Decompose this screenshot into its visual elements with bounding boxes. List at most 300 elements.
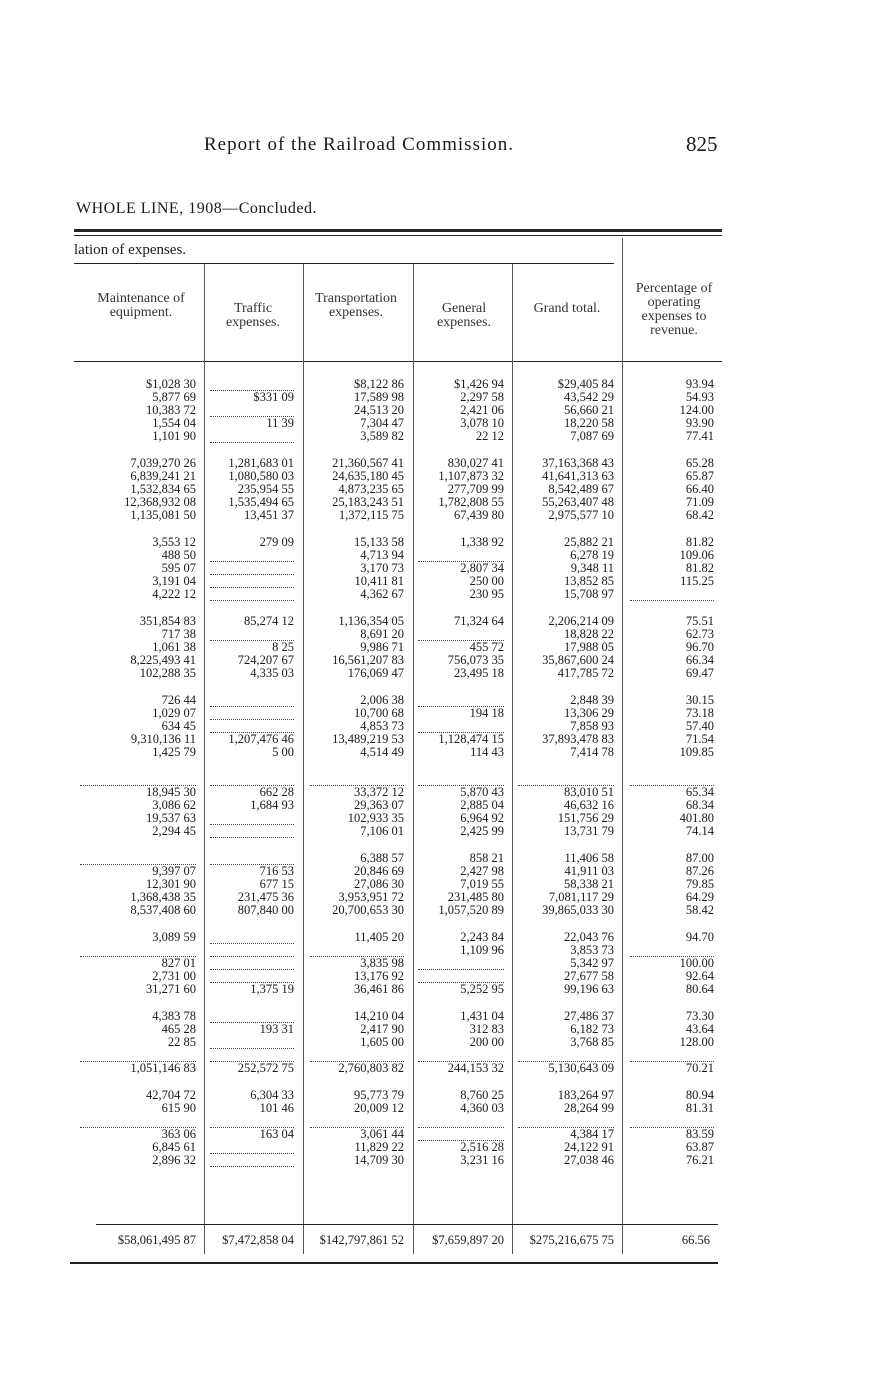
group-spacer <box>310 917 404 931</box>
table-cell: 1,107,873 32 <box>438 469 504 483</box>
table-cell: 71.54 <box>685 732 714 746</box>
table-cell: 8,537,408 60 <box>130 903 196 917</box>
section-title: lation of expenses. <box>74 242 187 258</box>
total-percentage: 66.56 <box>681 1233 710 1247</box>
table-cell: 183,264 97 <box>557 1088 614 1102</box>
table-cell: 1,281,683 01 <box>228 456 294 470</box>
table-cell: 95,773 79 <box>354 1088 404 1102</box>
table-cell: 1,128,474 15 <box>438 732 504 746</box>
table-cell: 244,153 32 <box>447 1061 504 1075</box>
table-cell: 8,225,493 41 <box>130 653 196 667</box>
table-cell: 662 28 <box>259 785 294 799</box>
table-cell: 2,516 28 <box>460 1140 504 1154</box>
table-cell: 717 38 <box>161 627 196 641</box>
table-cell: 2,294 45 <box>152 824 196 838</box>
table-cell: 488 50 <box>161 548 196 562</box>
table-cell: 3,589 82 <box>360 429 404 443</box>
table-cell: 1,057,520 89 <box>438 903 504 917</box>
table-cell: 6,839,241 21 <box>130 469 196 483</box>
table-cell: 5,877 69 <box>152 390 196 404</box>
table-cell: 3,089 59 <box>152 930 196 944</box>
table-cell: 39,865,033 30 <box>542 903 614 917</box>
leader-dots <box>210 825 294 838</box>
table-cell: 13,306 29 <box>564 706 614 720</box>
table-cell: 11,405 20 <box>354 930 404 944</box>
table-cell: 17,589 98 <box>354 390 404 404</box>
table-cell: 1,207,476 46 <box>228 732 294 746</box>
vline-3 <box>413 264 414 1254</box>
table-cell: 1,782,808 55 <box>438 495 504 509</box>
table-cell: 12,301 90 <box>146 877 196 891</box>
group-spacer <box>630 601 714 615</box>
group-spacer <box>518 1075 614 1089</box>
table-cell: 15,133 58 <box>354 535 404 549</box>
table-cell: 67,439 80 <box>454 508 504 522</box>
table-cell: 6,278 19 <box>570 548 614 562</box>
table-cell: 27,677 58 <box>564 969 614 983</box>
table-cell: 37,893,478 83 <box>542 732 614 746</box>
group-spacer <box>210 1075 294 1089</box>
table-cell: 9,310,136 11 <box>130 732 196 746</box>
table-cell: 75.51 <box>685 614 714 628</box>
table-cell: 27,086 30 <box>354 877 404 891</box>
group-spacer <box>630 759 714 773</box>
group-spacer <box>518 838 614 852</box>
table-cell: 74.14 <box>685 824 714 838</box>
table-cell: 2,421 06 <box>460 403 504 417</box>
table-cell: 102,933 35 <box>347 811 404 825</box>
table-cell: 55,263,407 48 <box>542 495 614 509</box>
running-title: Report of the Railroad Commission. <box>204 134 515 155</box>
table-cell: 41,641,313 63 <box>542 469 614 483</box>
bottom-rule <box>70 1262 718 1264</box>
table-cell: 18,220 58 <box>564 416 614 430</box>
vline-5 <box>622 238 623 1254</box>
table-cell: 6,304 33 <box>250 1088 294 1102</box>
table-cell: 62.73 <box>685 627 714 641</box>
table-cell: 1,136,354 05 <box>338 614 404 628</box>
group-spacer <box>210 838 294 852</box>
table-cell: 726 44 <box>161 693 196 707</box>
table-cell: 3,078 10 <box>460 416 504 430</box>
table-cell: 1,029 07 <box>152 706 196 720</box>
table-cell: 13,176 92 <box>354 969 404 983</box>
group-spacer <box>210 917 294 931</box>
table-cell: 4,853 73 <box>360 719 404 733</box>
leader-dots <box>210 1154 294 1167</box>
group-spacer <box>630 680 714 694</box>
group-spacer <box>210 601 294 615</box>
table-cell: 250 00 <box>469 574 504 588</box>
group-spacer <box>630 443 714 457</box>
table-cell: 99,196 63 <box>564 982 614 996</box>
table-cell: 634 45 <box>161 719 196 733</box>
table-cell: 115.25 <box>680 574 714 588</box>
table-cell: 58,338 21 <box>564 877 614 891</box>
table-cell: 235,954 55 <box>237 482 294 496</box>
group-spacer <box>80 601 196 615</box>
table-cell: 8,760 25 <box>460 1088 504 1102</box>
table-cell: 124.00 <box>679 403 714 417</box>
table-cell: 163 04 <box>259 1127 294 1141</box>
table-cell: 10,700 68 <box>354 706 404 720</box>
table-cell: 2,425 99 <box>460 824 504 838</box>
group-spacer <box>80 759 196 773</box>
table-cell: 22,043 76 <box>564 930 614 944</box>
table-cell: 81.31 <box>685 1101 714 1115</box>
leader-dots <box>210 1036 294 1049</box>
table-cell: 3,853 73 <box>570 943 614 957</box>
table-cell: 5,252 95 <box>460 982 504 996</box>
table-cell: 6,964 92 <box>460 811 504 825</box>
table-cell: 807,840 00 <box>237 903 294 917</box>
group-spacer <box>418 759 504 773</box>
table-cell: 194 18 <box>469 706 504 720</box>
table-cell: 2,417 90 <box>360 1022 404 1036</box>
table-cell: 37,163,368 43 <box>542 456 614 470</box>
group-spacer <box>418 1075 504 1089</box>
column-maintenance <box>80 378 196 1167</box>
group-spacer <box>310 838 404 852</box>
table-cell: 3,231 16 <box>460 1153 504 1167</box>
table-cell: 11,406 58 <box>564 851 614 865</box>
table-cell: 351,854 83 <box>139 614 196 628</box>
table-cell: 43,542 29 <box>564 390 614 404</box>
table-cell: 176,069 47 <box>347 666 404 680</box>
table-cell: 7,087 69 <box>570 429 614 443</box>
table-cell: 7,304 47 <box>360 416 404 430</box>
group-spacer <box>310 601 404 615</box>
leader-dots <box>210 812 294 825</box>
table-cell: 96.70 <box>685 640 714 654</box>
leader-dots <box>210 1141 294 1154</box>
table-cell: 33,372 12 <box>354 785 404 799</box>
header-rule <box>74 361 722 362</box>
table-cell: 858 21 <box>469 851 504 865</box>
table-cell: 2,006 38 <box>360 693 404 707</box>
total-grand-total: $275,216,675 75 <box>529 1233 614 1247</box>
table-cell: 3,768 85 <box>570 1035 614 1049</box>
table-cell: 73.30 <box>685 1009 714 1023</box>
table-cell: 14,709 30 <box>354 1153 404 1167</box>
table-cell: 83.59 <box>685 1127 714 1141</box>
table-cell: 2,848 39 <box>570 693 614 707</box>
group-spacer <box>518 917 614 931</box>
group-spacer <box>80 996 196 1010</box>
leader-dots <box>210 562 294 575</box>
column-grand-total <box>518 378 614 1167</box>
table-cell: 77.41 <box>685 429 714 443</box>
col-header-percentage: Percentage of operating expenses to revenue. <box>635 281 713 338</box>
table-cell: 80.94 <box>685 1088 714 1102</box>
table-cell: 54.93 <box>685 390 714 404</box>
table-cell: 312 83 <box>469 1022 504 1036</box>
group-spacer <box>418 838 504 852</box>
table-cell: 151,756 29 <box>557 811 614 825</box>
table-subtitle: WHOLE LINE, 1908—Concluded. <box>76 200 318 217</box>
table-cell: 65.28 <box>685 456 714 470</box>
column-percentage <box>630 378 714 1167</box>
table-cell: 4,360 03 <box>460 1101 504 1115</box>
table-cell: 46,632 16 <box>564 798 614 812</box>
table-cell: 252,572 75 <box>237 1061 294 1075</box>
group-spacer <box>80 917 196 931</box>
group-spacer <box>310 443 404 457</box>
table-cell: 13,451 37 <box>244 508 294 522</box>
section-rule <box>74 263 614 264</box>
group-spacer <box>310 680 404 694</box>
leader-dots <box>210 707 294 720</box>
table-cell: 18,945 30 <box>146 785 196 799</box>
table-cell: 4,222 12 <box>152 587 196 601</box>
group-spacer <box>210 443 294 457</box>
table-cell: 65.34 <box>685 785 714 799</box>
table-cell: 1,605 00 <box>360 1035 404 1049</box>
table-cell: 19,537 63 <box>146 811 196 825</box>
table-cell: $331 09 <box>253 390 294 404</box>
group-spacer <box>518 759 614 773</box>
table-cell: 7,039,270 26 <box>130 456 196 470</box>
table-cell: 615 90 <box>161 1101 196 1115</box>
col-header-general: General expenses. <box>436 301 492 330</box>
table-cell: 14,210 04 <box>354 1009 404 1023</box>
table-cell: 24,635,180 45 <box>332 469 404 483</box>
table-cell: $8,122 86 <box>354 377 404 391</box>
group-spacer <box>518 601 614 615</box>
vline-4 <box>512 264 513 1254</box>
table-cell: 1,554 04 <box>152 416 196 430</box>
table-cell: 92.64 <box>685 969 714 983</box>
table-cell: 81.82 <box>685 535 714 549</box>
table-cell: 2,896 32 <box>152 1153 196 1167</box>
table-cell: 11,829 22 <box>354 1140 404 1154</box>
table-cell: 2,243 84 <box>460 930 504 944</box>
table-cell: 2,427 98 <box>460 864 504 878</box>
group-spacer <box>210 680 294 694</box>
table-cell: 17,988 05 <box>564 640 614 654</box>
table-cell: 677 15 <box>259 877 294 891</box>
table-cell: 23,495 18 <box>454 666 504 680</box>
table-cell: 7,081,117 29 <box>548 890 614 904</box>
table-cell: 1,061 38 <box>152 640 196 654</box>
table-cell: 231,485 80 <box>447 890 504 904</box>
leader-dots <box>418 1115 504 1128</box>
table-cell: 87.00 <box>685 851 714 865</box>
table-cell: 1,101 90 <box>152 429 196 443</box>
table-cell: 455 72 <box>469 640 504 654</box>
col-header-grand-total: Grand total. <box>533 301 601 316</box>
table-cell: 6,388 57 <box>360 851 404 865</box>
total-general: $7,659,897 20 <box>432 1233 504 1247</box>
table-cell: 80.64 <box>685 982 714 996</box>
table-cell: 68.34 <box>685 798 714 812</box>
vline-2 <box>303 264 304 1254</box>
table-cell: 830,027 41 <box>447 456 504 470</box>
table-cell: 1,425 79 <box>152 745 196 759</box>
table-cell: 93.94 <box>685 377 714 391</box>
table-cell: 83,010 51 <box>564 785 614 799</box>
group-spacer <box>80 1075 196 1089</box>
group-spacer <box>418 996 504 1010</box>
table-cell: 2,731 00 <box>152 969 196 983</box>
table-cell: 27,486 37 <box>564 1009 614 1023</box>
table-cell: 1,109 96 <box>460 943 504 957</box>
table-cell: 102,288 35 <box>139 666 196 680</box>
table-cell: 87.26 <box>685 864 714 878</box>
table-cell: 1,338 92 <box>460 535 504 549</box>
leader-dots <box>418 957 504 970</box>
group-spacer <box>630 522 714 536</box>
group-spacer <box>418 522 504 536</box>
table-cell: 22 12 <box>475 429 504 443</box>
table-cell: 18,828 22 <box>564 627 614 641</box>
table-cell: 27,038 46 <box>564 1153 614 1167</box>
table-cell: 8,542,489 67 <box>548 482 614 496</box>
table-cell: 9,397 07 <box>152 864 196 878</box>
column-traffic <box>210 378 294 1167</box>
table-cell: 4,514 49 <box>360 745 404 759</box>
table-cell: 24,513 20 <box>354 403 404 417</box>
table-cell: 5,870 43 <box>460 785 504 799</box>
group-spacer <box>310 1075 404 1089</box>
table-cell: 3,061 44 <box>360 1127 404 1141</box>
top-rule-thin <box>74 235 722 236</box>
group-spacer <box>518 522 614 536</box>
table-cell: 2,807 34 <box>460 561 504 575</box>
table-cell: 595 07 <box>161 561 196 575</box>
table-cell: 2,975,577 10 <box>548 508 614 522</box>
group-spacer <box>80 443 196 457</box>
table-cell: 64.29 <box>685 890 714 904</box>
table-cell: 15,708 97 <box>564 587 614 601</box>
table-cell: 230 95 <box>469 587 504 601</box>
table-cell: 35,867,600 24 <box>542 653 614 667</box>
table-cell: 1,684 93 <box>250 798 294 812</box>
table-cell: 4,713 94 <box>360 548 404 562</box>
table-cell: 42,704 72 <box>146 1088 196 1102</box>
table-cell: 22 85 <box>167 1035 196 1049</box>
column-general <box>418 378 504 1167</box>
col-header-maintenance: Maintenance of equipment. <box>97 291 185 320</box>
table-cell: 4,362 67 <box>360 587 404 601</box>
table-cell: 465 28 <box>161 1022 196 1036</box>
table-cell: 71,324 64 <box>454 614 504 628</box>
table-cell: 1,080,580 03 <box>228 469 294 483</box>
table-cell: 68.42 <box>685 508 714 522</box>
leader-dots <box>210 957 294 970</box>
table-cell: 56,660 21 <box>564 403 614 417</box>
table-cell: 25,882 21 <box>564 535 614 549</box>
leader-dots <box>210 944 294 957</box>
group-spacer <box>310 522 404 536</box>
table-cell: 20,009 12 <box>354 1101 404 1115</box>
table-cell: 94.70 <box>685 930 714 944</box>
table-cell: 79.85 <box>685 877 714 891</box>
table-cell: 4,384 17 <box>570 1127 614 1141</box>
table-cell: 1,135,081 50 <box>130 508 196 522</box>
table-cell: 1,368,438 35 <box>130 890 196 904</box>
total-traffic: $7,472,858 04 <box>222 1233 294 1247</box>
table-cell: 85,274 12 <box>244 614 294 628</box>
group-spacer <box>518 443 614 457</box>
table-cell: 69.47 <box>685 666 714 680</box>
table-cell: 2,760,803 82 <box>338 1061 404 1075</box>
table-cell: 41,911 03 <box>564 864 614 878</box>
table-cell: 3,086 62 <box>152 798 196 812</box>
group-spacer <box>210 996 294 1010</box>
table-cell: 109.85 <box>679 745 714 759</box>
table-cell: 1,431 04 <box>460 1009 504 1023</box>
table-cell: 9,348 11 <box>570 561 614 575</box>
group-spacer <box>310 759 404 773</box>
table-cell: 11 39 <box>266 416 294 430</box>
total-transportation: $142,797,861 52 <box>319 1233 404 1247</box>
top-rule-thick <box>74 229 722 232</box>
table-cell: 7,414 78 <box>570 745 614 759</box>
table-cell: 7,106 01 <box>360 824 404 838</box>
table-cell: 20,846 69 <box>354 864 404 878</box>
table-cell: 724,207 67 <box>237 653 294 667</box>
totals-rule <box>96 1224 718 1225</box>
table-cell: 4,335 03 <box>250 666 294 680</box>
group-spacer <box>418 680 504 694</box>
table-cell: 8 25 <box>272 640 294 654</box>
table-cell: 73.18 <box>685 706 714 720</box>
table-cell: $1,028 30 <box>146 377 196 391</box>
table-cell: 6,182 73 <box>570 1022 614 1036</box>
table-cell: 3,835 98 <box>360 956 404 970</box>
table-cell: 363 06 <box>161 1127 196 1141</box>
table-cell: 70.21 <box>685 1061 714 1075</box>
table-cell: 4,873,235 65 <box>338 482 404 496</box>
table-cell: 114 43 <box>470 745 504 759</box>
table-cell: 1,535,494 65 <box>228 495 294 509</box>
table-cell: 13,731 79 <box>564 824 614 838</box>
table-cell: 1,372,115 75 <box>338 508 404 522</box>
table-cell: 417,785 72 <box>557 666 614 680</box>
leader-dots <box>210 694 294 707</box>
table-cell: 7,858 93 <box>570 719 614 733</box>
col-header-traffic: Traffic expenses. <box>225 301 281 330</box>
leader-dots <box>210 430 294 443</box>
table-cell: $1,426 94 <box>454 377 504 391</box>
table-cell: 5,342 97 <box>570 956 614 970</box>
table-cell: 12,368,932 08 <box>124 495 196 509</box>
leader-dots <box>210 549 294 562</box>
table-cell: 10,411 81 <box>354 574 404 588</box>
table-cell: 9,986 71 <box>360 640 404 654</box>
leader-dots <box>210 588 294 601</box>
group-spacer <box>630 1075 714 1089</box>
leader-dots <box>630 588 714 601</box>
table-cell: 16,561,207 83 <box>332 653 404 667</box>
group-spacer <box>418 443 504 457</box>
leader-dots <box>210 931 294 944</box>
table-cell: 1,051,146 83 <box>130 1061 196 1075</box>
table-cell: 6,845 61 <box>152 1140 196 1154</box>
table-cell: 101 46 <box>259 1101 294 1115</box>
table-cell: 128.00 <box>679 1035 714 1049</box>
table-cell: 1,375 19 <box>250 982 294 996</box>
group-spacer <box>80 522 196 536</box>
table-cell: 57.40 <box>685 719 714 733</box>
group-spacer <box>518 680 614 694</box>
table-cell: 100.00 <box>679 956 714 970</box>
table-cell: 76.21 <box>685 1153 714 1167</box>
leader-dots <box>210 575 294 588</box>
total-maintenance: $58,061,495 87 <box>117 1233 196 1247</box>
table-cell: 29,363 07 <box>354 798 404 812</box>
